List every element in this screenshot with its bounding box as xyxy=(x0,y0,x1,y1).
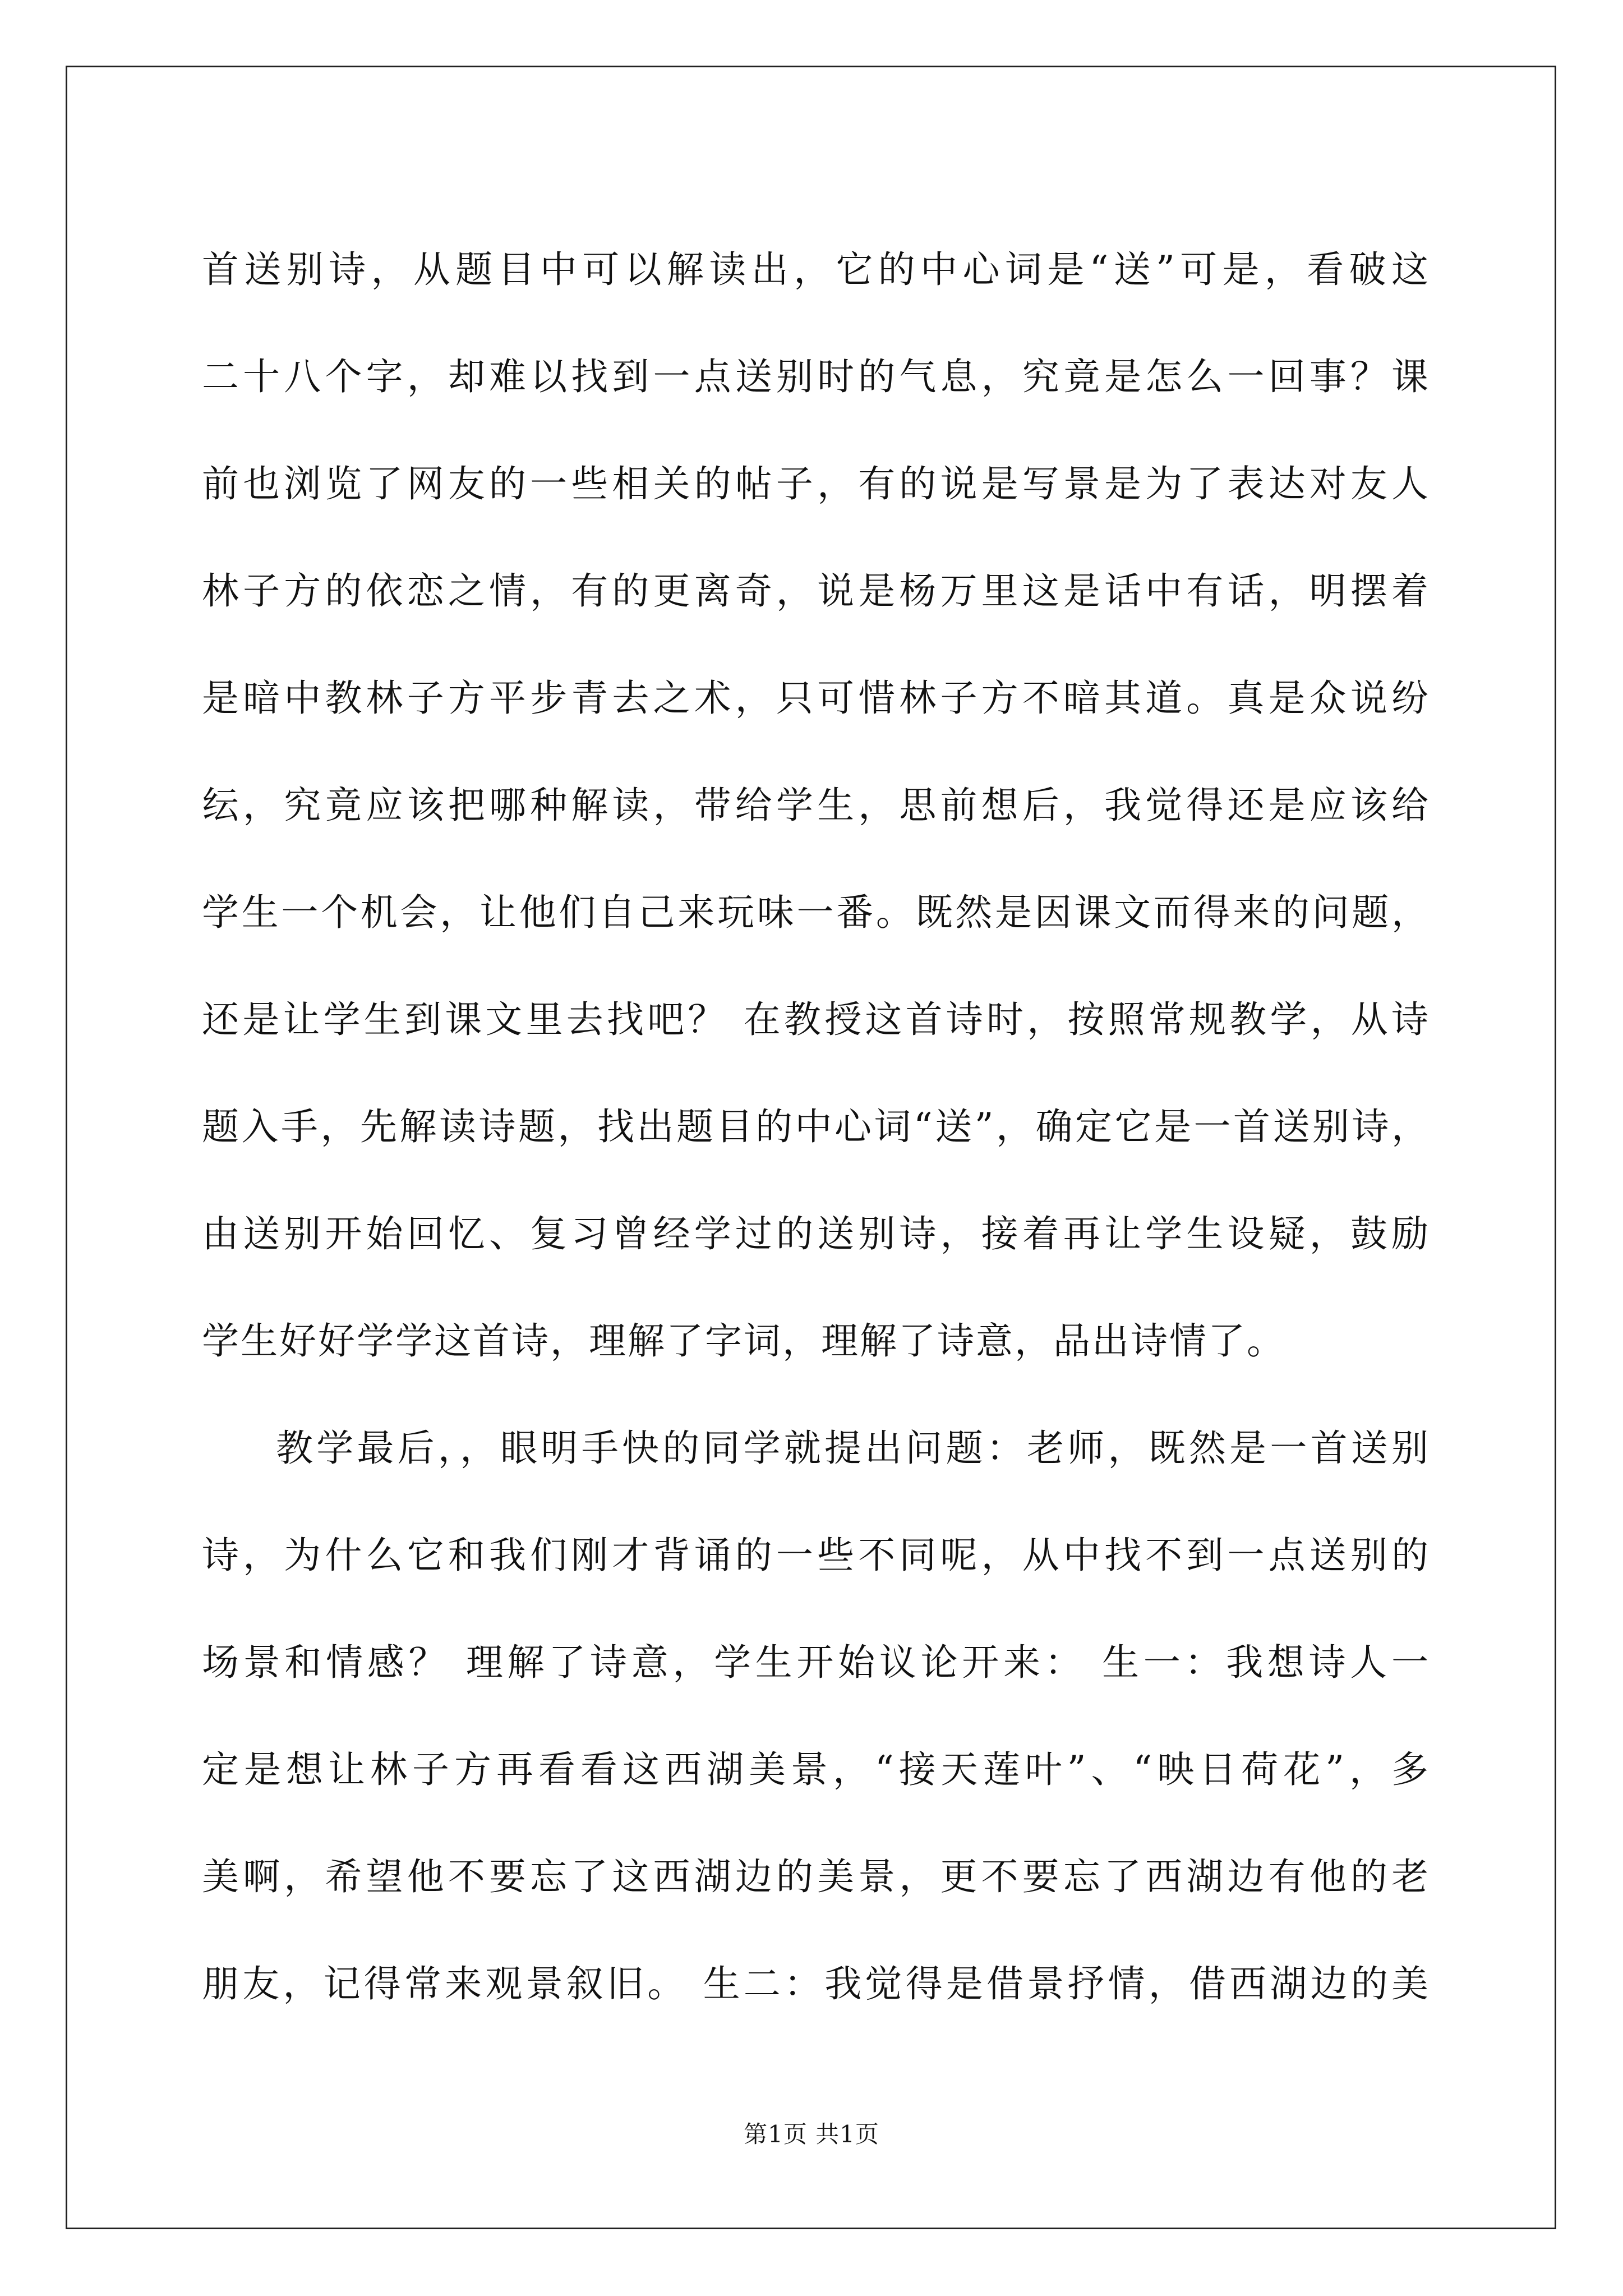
text-line: 二十八个字，却难以找到一点送别时的气息，究竟是怎么一回事？课 xyxy=(202,355,1430,398)
text-line: 纭，究竟应该把哪种解读，带给学生，思前想后，我觉得还是应该给 xyxy=(202,784,1430,827)
text-line: 还是让学生到课文里去找吧？ 在教授这首诗时，按照常规教学，从诗 xyxy=(202,998,1430,1041)
text-line: 题入手，先解读诗题，找出题目的中心词“送”，确定它是一首送别诗， xyxy=(202,1105,1430,1148)
text-line: 定是想让林子方再看看这西湖美景，“接天莲叶”、“映日荷花”，多 xyxy=(202,1748,1430,1791)
text-line: 美啊，希望他不要忘了这西湖边的美景，更不要忘了西湖边有他的老 xyxy=(202,1855,1430,1898)
text-line: 首送别诗，从题目中可以解读出，它的中心词是“送”可是，看破这 xyxy=(202,248,1430,291)
text-line: 学生好好学学这首诗，理解了字词，理解了诗意，品出诗情了。 xyxy=(202,1319,1285,1363)
text-line: 朋友，记得常来观景叙旧。 生二：我觉得是借景抒情，借西湖边的美 xyxy=(202,1962,1430,2005)
text-line: 林子方的依恋之情，有的更离奇，说是杨万里这是话中有话，明摆着 xyxy=(202,569,1430,613)
paragraph-first-line: 教学最后，，眼明手快的同学就提出问题：老师，既然是一首送别 xyxy=(276,1427,1430,1470)
page-number-footer: 第1页 共1页 xyxy=(744,2120,879,2148)
text-line: 场景和情感？ 理解了诗意，学生开始议论开来： 生一：我想诗人一 xyxy=(202,1641,1430,1684)
text-line: 学生一个机会，让他们自己来玩味一番。既然是因课文而得来的问题， xyxy=(202,891,1430,934)
text-line: 由送别开始回忆、复习曾经学过的送别诗，接着再让学生设疑，鼓励 xyxy=(202,1212,1430,1255)
text-line: 前也浏览了网友的一些相关的帖子，有的说是写景是为了表达对友人 xyxy=(202,462,1430,505)
document-body xyxy=(202,216,1430,2037)
text-line: 诗，为什么它和我们刚才背诵的一些不同呢，从中找不到一点送别的 xyxy=(202,1534,1430,1577)
text-line: 是暗中教林子方平步青去之术，只可惜林子方不暗其道。真是众说纷 xyxy=(202,677,1430,720)
